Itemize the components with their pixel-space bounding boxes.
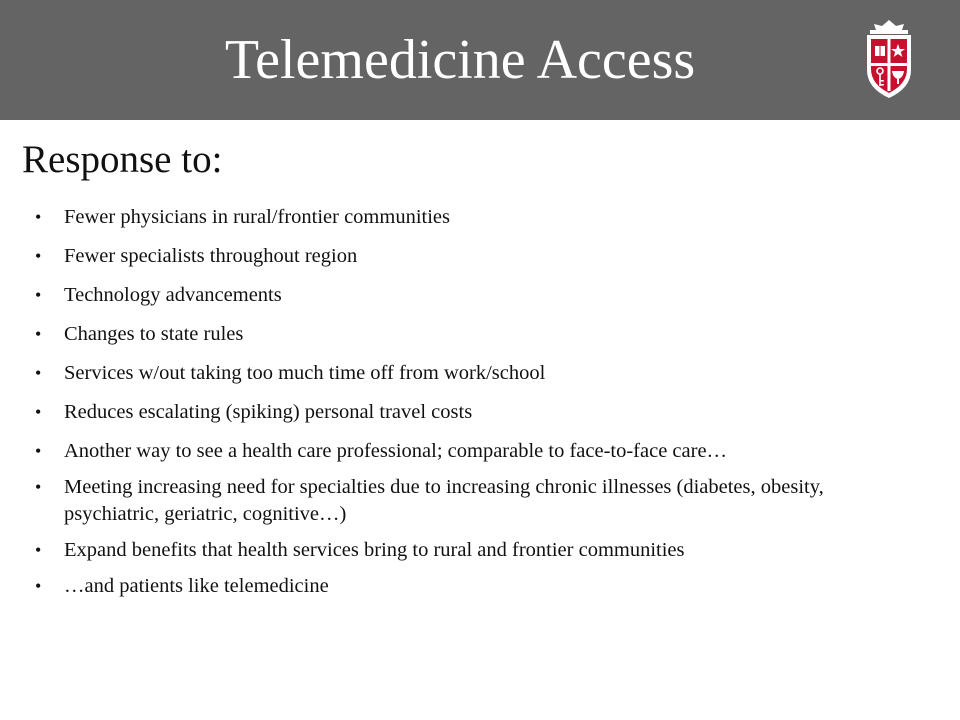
list-item-text: Technology advancements	[64, 284, 282, 306]
list-item-text: Changes to state rules	[64, 323, 244, 345]
list-item-text: Reduces escalating (spiking) personal travel costs	[64, 401, 473, 423]
list-item	[35, 321, 905, 348]
title-bar	[0, 0, 960, 120]
list-item	[35, 399, 905, 426]
list-item-text: Another way to see a health care professional; comparable to face-to-face care…	[64, 440, 728, 462]
university-crest-icon	[862, 18, 916, 100]
list-item-text: Fewer physicians in rural/frontier communities	[64, 206, 450, 228]
bullet-icon: •	[35, 477, 42, 497]
list-item-text: Meeting increasing need for specialties due to increasing chronic illnesses (diabetes, obesity, psychiatric, geriatric, cognitive…)	[64, 476, 824, 525]
list-item	[35, 282, 905, 309]
bullet-icon: •	[35, 441, 42, 461]
list-item	[35, 438, 905, 465]
list-item-text: Fewer specialists throughout region	[64, 245, 358, 267]
list-item	[35, 537, 905, 564]
bullet-icon: •	[35, 576, 42, 596]
bullet-icon: •	[35, 324, 42, 344]
list-item	[35, 573, 905, 600]
list-item	[35, 360, 905, 387]
list-item	[35, 204, 905, 231]
list-item	[35, 243, 905, 270]
bullet-icon: •	[35, 402, 42, 422]
list-item-text: Services w/out taking too much time off from work/school	[64, 362, 546, 384]
bullet-icon: •	[35, 285, 42, 305]
list-item-text: Expand benefits that health services bring to rural and frontier communities	[64, 539, 685, 561]
list-item-text: …and patients like telemedicine	[64, 575, 329, 597]
bullet-icon: •	[35, 363, 42, 383]
list-item	[35, 474, 905, 528]
bullet-icon: •	[35, 207, 42, 227]
bullet-list	[35, 204, 905, 612]
slide-title: Telemedicine Access	[224, 29, 696, 91]
bullet-icon: •	[35, 246, 42, 266]
section-heading: Response to:	[22, 138, 223, 181]
bullet-icon: •	[35, 540, 42, 560]
